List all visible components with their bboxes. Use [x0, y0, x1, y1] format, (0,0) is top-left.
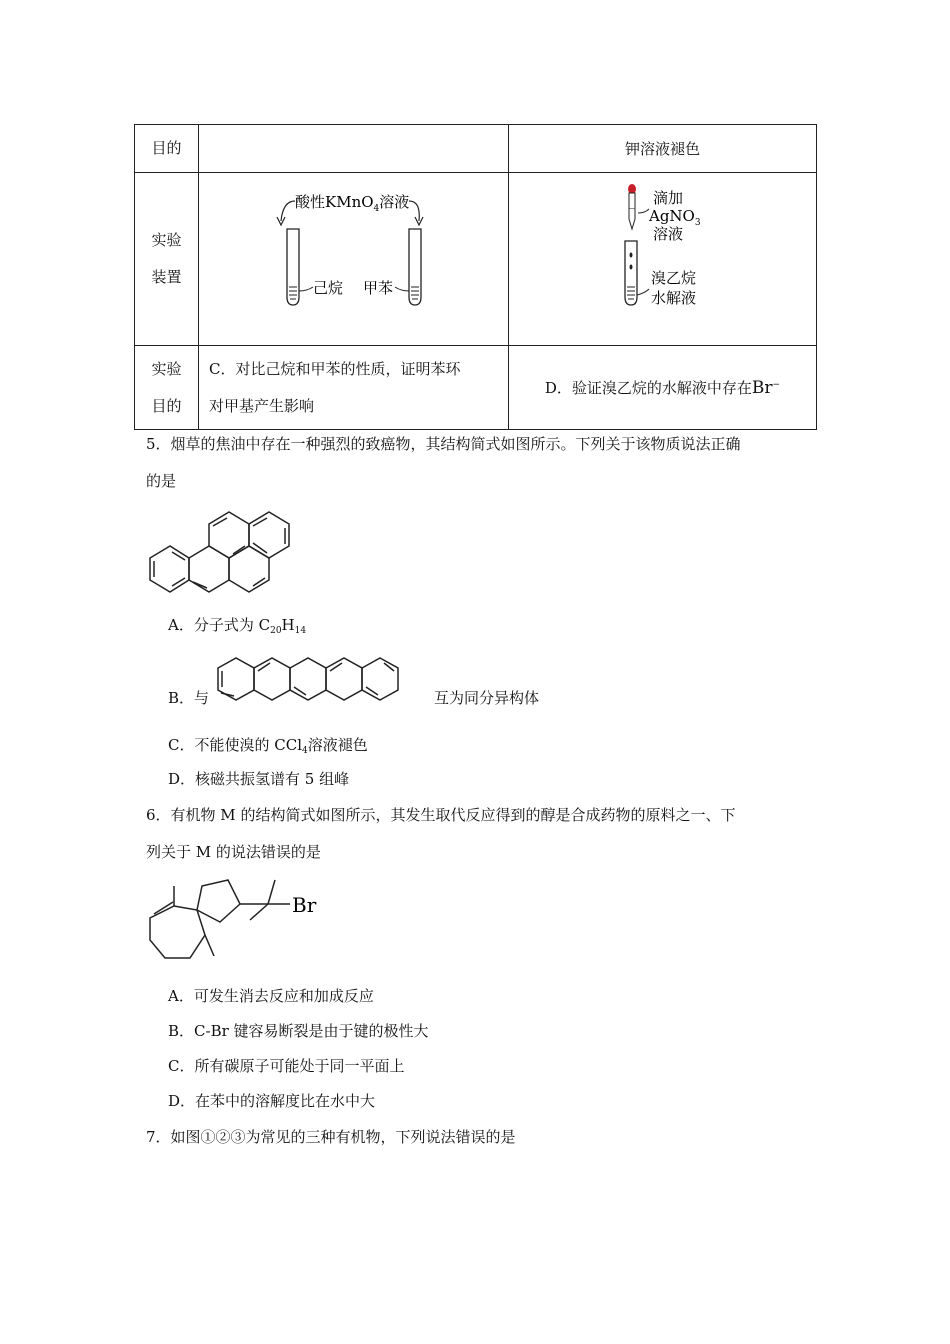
q6-option-c: C．所有碳原子可能处于同一平面上 [168, 1057, 405, 1075]
q6-option-d: D．在苯中的溶解度比在水中大 [168, 1092, 376, 1110]
toluene-label: 甲苯 [363, 279, 394, 297]
agno3-label: AgNO$_3$ [649, 207, 701, 228]
tube-label-1: 溴乙烷 [651, 269, 697, 287]
drop-label-3: 溶液 [653, 225, 684, 243]
goal-d-cell: D．验证溴乙烷的水解液中存在Br− [509, 346, 817, 430]
q5-stem-line2: 的是 [146, 472, 177, 490]
setup-d-diagram [509, 173, 816, 345]
arrow-right [409, 201, 419, 221]
q6-option-a: A．可发生消去反应和加成反应 [168, 987, 374, 1005]
q6-option-b: B．C-Br 键容易断裂是由于键的极性大 [168, 1022, 429, 1040]
row-label-goal: 实验 目的 [135, 346, 199, 430]
cell-purpose-d: 钾溶液褪色 [509, 125, 817, 173]
table-row-purpose [135, 125, 817, 173]
q6-stem-line1: 6．有机物 M 的结构简式如图所示，其发生取代反应得到的醇是合成药物的原料之一、下 [146, 806, 736, 824]
dropper-tip [629, 209, 635, 229]
q5-option-d: D．核磁共振氢谱有 5 组峰 [168, 770, 350, 788]
q5-option-b-prefix: B．与 [168, 689, 210, 707]
q5-option-a: A．分子式为 $C_{20}H_{14}$ [168, 616, 307, 636]
row-label-purpose: 目的 [135, 125, 199, 173]
kmno4-label: 酸性KMnO$_4$溶液 [295, 193, 410, 214]
setup-c-diagram [199, 173, 508, 345]
pentacene-structure [214, 648, 432, 708]
compound-m-structure [140, 870, 330, 970]
q5-option-b-suffix: 互为同分异构体 [434, 689, 540, 707]
test-tube-toluene [409, 229, 421, 305]
setup-d-cell [509, 173, 817, 346]
hexane-label: 己烷 [313, 279, 344, 297]
goal-c-cell: C．对比己烷和甲苯的性质，证明苯环 对甲基产生影响 [199, 346, 509, 430]
q5-stem-line1: 5．烟草的焦油中存在一种强烈的致癌物，其结构简式如图所示。下列关于该物质说法正确 [146, 435, 741, 453]
row-label-setup: 实验 装置 [135, 173, 199, 346]
q7-stem: 7．如图①②③为常见的三种有机物，下列说法错误的是 [146, 1128, 516, 1146]
experiment-table [134, 124, 817, 430]
tube-label-2: 水解液 [651, 289, 697, 307]
bromine-label: Br [292, 893, 317, 917]
setup-c-cell [199, 173, 509, 346]
table-row-goal [135, 346, 817, 430]
table-row-setup [135, 173, 817, 346]
drop-label-1: 滴加 [653, 189, 684, 207]
cell-purpose-c [199, 125, 509, 173]
arrow-left [281, 201, 295, 221]
q6-stem-line2: 列关于 M 的说法错误的是 [146, 843, 321, 861]
q5-option-c: C．不能使溴的 CCl$_4$溶液褪色 [168, 736, 368, 756]
benzopyrene-structure [140, 498, 305, 598]
test-tube-hexane [287, 229, 299, 305]
